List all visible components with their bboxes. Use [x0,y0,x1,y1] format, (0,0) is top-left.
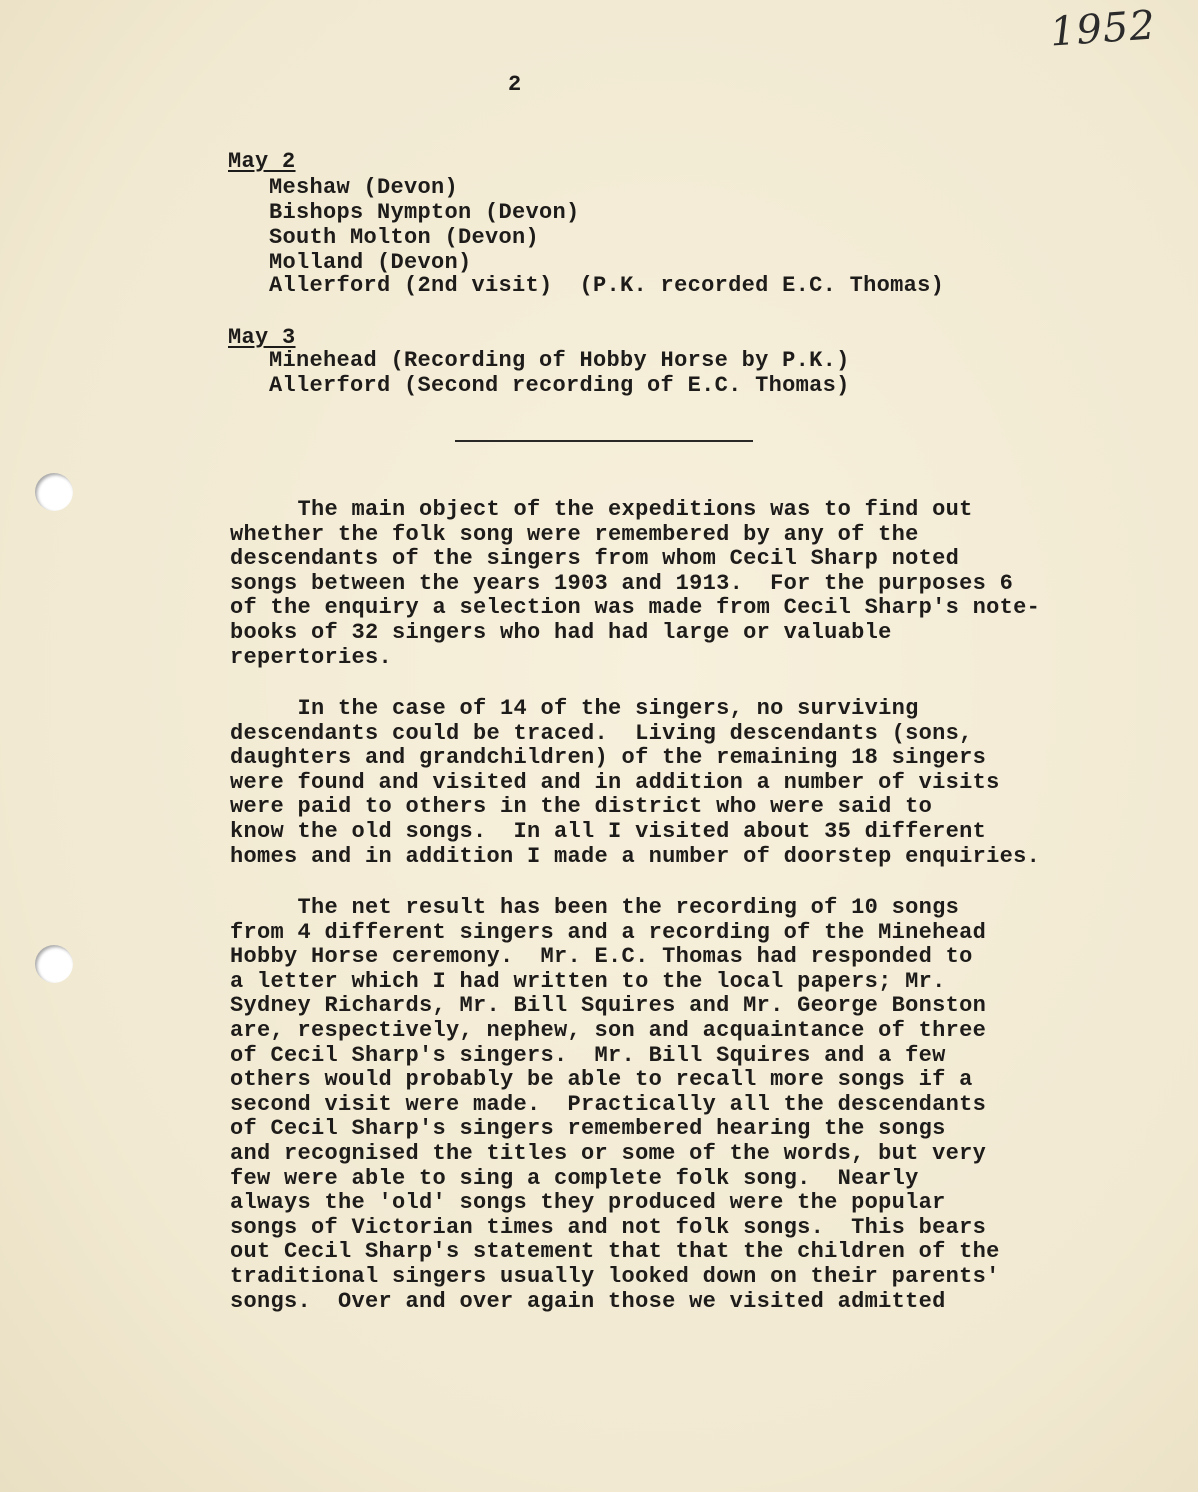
text-line: songs of Victorian times and not folk songs. This bears [230,1214,987,1240]
text-line: Sydney Richards, Mr. Bill Squires and Mr. George Bonston [230,993,987,1019]
text-line: from 4 different singers and a recording of the Minehead [230,919,987,945]
body-paragraph-1 [230,498,1130,670]
text-line: descendants could be traced. Living descendants (sons, [230,720,973,746]
text-line: The net result has been the recording of 10 songs [230,895,960,920]
schedule-entry: Bishops Nympton (Devon) [269,200,580,225]
text-line: daughters and grandchildren) of the remaining 18 singers [230,745,987,771]
schedule-entry: Molland (Devon) [269,250,472,275]
text-line: of Cecil Sharp's singers. Mr. Bill Squires and a few [230,1042,946,1068]
text-line: second visit were made. Practically all the descendants [230,1091,987,1117]
body-paragraph-2 [230,697,1130,869]
page-number: 2 [508,72,522,97]
text-line: homes and in addition I made a number of doorstep enquiries. [230,843,1041,869]
text-line: songs. Over and over again those we visited admitted [230,1288,946,1314]
text-line: are, respectively, nephew, son and acquaintance of three [230,1017,987,1043]
punch-hole [35,473,73,511]
text-line: of the enquiry a selection was made from Cecil Sharp's note- [230,595,1041,621]
date-heading-may-3: May 3 [228,325,296,350]
body-paragraph-3 [230,896,1130,1314]
text-line: few were able to sing a complete folk song. Nearly [230,1165,919,1191]
schedule-entry: Allerford (Second recording of E.C. Thomas) [269,373,850,398]
text-line: out Cecil Sharp's statement that that the children of the [230,1239,1000,1265]
text-line: and recognised the titles or some of the words, but very [230,1140,987,1166]
text-line: know the old songs. In all I visited about 35 different [230,818,987,844]
text-line: of Cecil Sharp's singers remembered hearing the songs [230,1116,946,1142]
handwritten-year-annotation: 1952 [1048,2,1158,56]
schedule-entry: Allerford (2nd visit) (P.K. recorded E.C. Thomas) [269,273,945,298]
text-line: The main object of the expeditions was to find out [230,497,973,522]
text-line: traditional singers usually looked down on their parents' [230,1263,1000,1289]
text-line: were paid to others in the district who were said to [230,794,933,820]
schedule-entry: Meshaw (Devon) [269,175,459,200]
text-line: others would probably be able to recall more songs if a [230,1067,973,1093]
text-line: whether the folk song were remembered by any of the [230,521,919,547]
punch-hole [35,945,73,983]
text-line: songs between the years 1903 and 1913. For the purposes 6 [230,570,1014,596]
text-line: descendants of the singers from whom Cecil Sharp noted [230,546,960,572]
text-line: a letter which I had written to the local papers; Mr. [230,968,946,994]
text-line: always the 'old' songs they produced were the popular [230,1190,946,1216]
text-line: Hobby Horse ceremony. Mr. E.C. Thomas had responded to [230,944,973,970]
schedule-entry: South Molton (Devon) [269,225,540,250]
text-line: repertories. [230,644,393,670]
date-heading-may-2: May 2 [228,149,296,174]
text-line: books of 32 singers who had had large or valuable [230,619,892,645]
schedule-entry: Minehead (Recording of Hobby Horse by P.K.) [269,348,850,373]
text-line: were found and visited and in addition a number of visits [230,769,1000,795]
section-divider [455,440,753,442]
text-line: In the case of 14 of the singers, no surviving [230,696,919,721]
